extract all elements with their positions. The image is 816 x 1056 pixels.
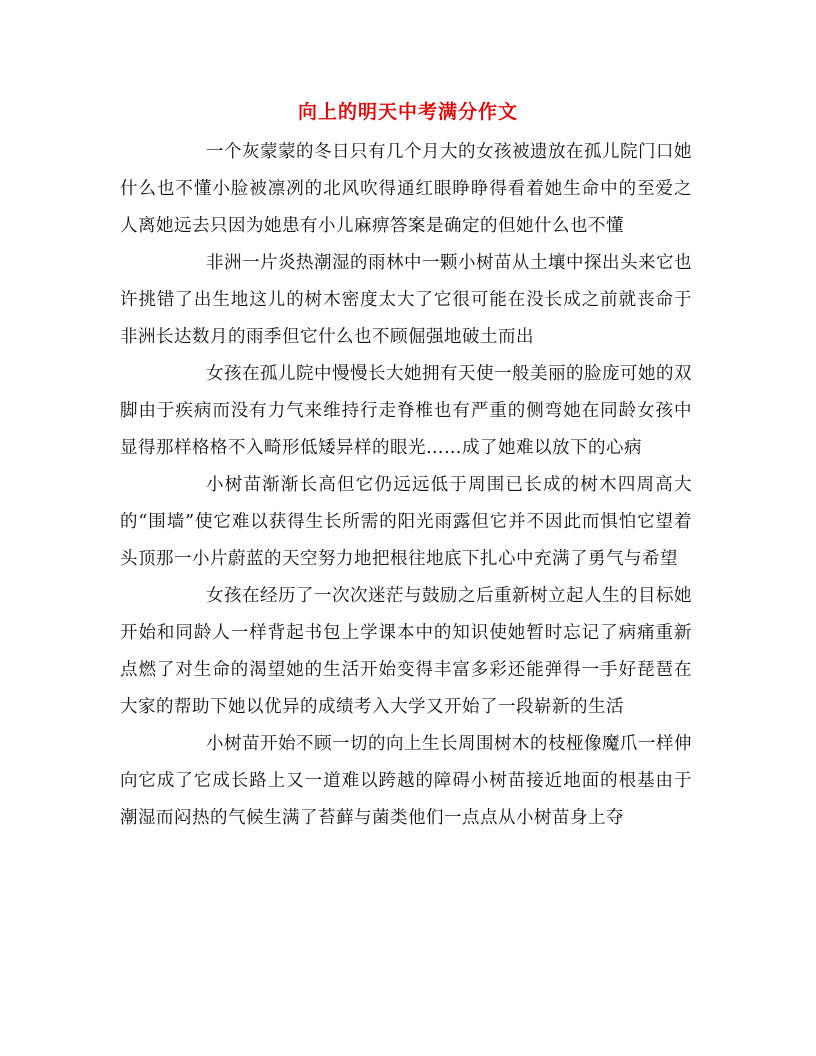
paragraph-1: 一个灰蒙蒙的冬日只有几个月大的女孩被遗放在孤儿院门口她什么也不懂小脸被凛冽的北风吹得通红眼睁睁得看着她生命中的至爱之人离她远去只因为她患有小儿麻痹答案是确定的但她什么也不懂: [120, 142, 692, 236]
page-title: 向上的明天中考满分作文: [297, 101, 518, 123]
paragraph-5: 女孩在经历了一次次迷茫与鼓励之后重新树立起人生的目标她开始和同龄人一样背起书包上学课本中的知识使她暂时忘记了病痛重新点燃了对生命的渴望她的生活开始变得丰富多彩还能弹得一手好琵琶在大家的帮助下她以优异的成绩考入大学又开始了一段崭新的生活: [120, 586, 692, 717]
paragraph-3: 女孩在孤儿院中慢慢长大她拥有天使一般美丽的脸庞可她的双脚由于疾病而没有力气来维持行走脊椎也有严重的侧弯她在同龄女孩中显得那样格格不入畸形低矮异样的眼光……成了她难以放下的心病: [120, 364, 692, 458]
paragraph-2: 非洲一片炎热潮湿的雨林中一颗小树苗从土壤中探出头来它也许挑错了出生地这儿的树木密度太大了它很可能在没长成之前就丧命于非洲长达数月的雨季但它什么也不顾倔强地破土而出: [120, 253, 692, 347]
paragraph-6: 小树苗开始不顾一切的向上生长周围树木的枝桠像魔爪一样伸向它成了它成长路上又一道难以跨越的障碍小树苗接近地面的根基由于潮湿而闷热的气候生满了苔藓与菌类他们一点点从小树苗身上夺: [120, 734, 692, 828]
essay-body: [120, 134, 692, 837]
paragraph-4: 小树苗渐渐长高但它仍远远低于周围已长成的树木四周高大的“围墙”使它难以获得生长所需的阳光雨露但它并不因此而惧怕它望着头顶那一小片蔚蓝的天空努力地把根往地底下扎心中充满了勇气与希望: [120, 475, 692, 569]
